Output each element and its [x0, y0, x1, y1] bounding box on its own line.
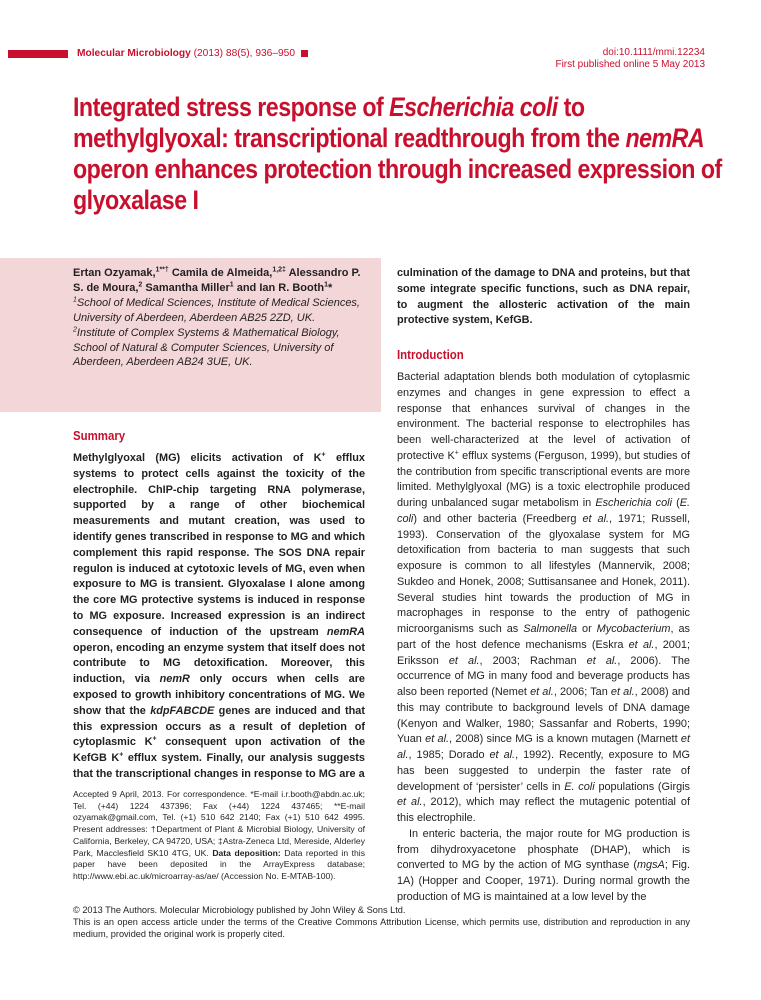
summary-heading: Summary — [73, 428, 126, 443]
license-text: This is an open access article under the terms of the Creative Commons Attribution License, which permits use, distribution and reproduction in any medium, provided the original work is properly cited. — [73, 916, 690, 939]
summary-continuation: culmination of the damage to DNA and proteins, but that some integrate specific functions, such as DNA repair, to augment the allosteric activation of the main protective system, KefGB. — [397, 267, 690, 327]
citation: (2013) 88(5), 936–950 — [193, 48, 296, 59]
summary-text: Methylglyoxal (MG) elicits activation of K+ efflux systems to protect cells against the toxicity of the electrophile. ChIP-chip targeting RNA polymerase, supported by a range of other biochemical measurements and mutant creation, was used to identify genes transcribed in response to MG and which complement this rapid response. The SOS DNA repair regulon is induced at cytotoxic levels of MG, even when exposure to MG is transient. Glyoxalase I alone among the core MG protective systems is induced in response to MG exposure. Increased expression is an indirect consequence of induction of the upstream nemRA operon, encoding an enzyme system that itself does not contribute to MG detoxification. Moreover, this induction, via nemR only occurs when cells are exposed to growth inhibitory concentrations of MG. We show that the kdpFABCDE genes are induced and that this expression occurs as a result of depletion of cytoplasmic K+ consequent upon activation of the KefGB K+ efflux system. Finally, our analysis suggests that the transcriptional changes in response to MG are a — [73, 451, 365, 780]
header-bar — [8, 50, 68, 58]
intro-paragraph-1: Bacterial adaptation blends both modulation of cytoplasmic enzymes and changes in gene expression to effect a response that enhances survival of changes in the environment. The bacterial response to electrophiles has been well-characterized at the level of activation of protective K+ efflux systems (Ferguson, 1999), but studies of the contribution from specific transcriptional events are more limited. Methylglyoxal (MG) is a toxic electrophile produced during unbalanced sugar metabolism in Escherichia coli (E. coli) and other bacteria (Freedberg et al., 1971; Russell, 1993). Conservation of the glyoxalase system for MG detoxification from bacteria to man suggests that such exposure is common to all lifestyles (Mannervik, 2008; Sukdeo and Honek, 2008; Suttisansanee and Honek, 2011). Several studies hint towards the production of MG in macrophages in response to the entry of pathogenic microorganisms such as Salmonella or Mycobacterium, as part of the host defence mechanisms (Eskra et al., 2001; Eriksson et al., 2003; Rachman et al., 2006). The occurrence of MG in many food and beverage products has also been reported (Nemet et al., 2006; Tan et al., 2008) and this may contribute to background levels of DNA damage (Kenyon and Walker, 1980; Sassanfar and Roberts, 1990; Yuan et al., 2008) since MG is a known mutagen (Marnett et al., 1985; Dorado et al., 1992). Recently, exposure to MG has been suggested to underpin the faster rate of development of ‘persister’ cells in E. coli populations (Girgis et al., 2012), which may reflect the mutagenic potential of this electrophile. — [397, 371, 691, 825]
doi-block — [555, 47, 705, 71]
affiliation-2: $^2$Institute of Complex Systems & Mathematical Biology, School of Natural & Computer Sciences, University of Aberdeen, Aberdeen AB24 3UE, UK. — [73, 326, 340, 368]
affiliation-1: $^1$School of Medical Sciences, Institute of Medical Sciences, University of Aberdeen, Aberdeen AB25 2ZD, UK. — [73, 296, 360, 324]
license-footer — [73, 905, 690, 940]
author-names: Ertan Ozyamak,$^{1**\dagger}$ Camila de Almeida,$^{1,2\ddagger}$ Alessandro P. S. de Moura,$^2$ Samantha Miller$^1$ and Ian R. Booth$^1$* — [73, 266, 361, 294]
article-title: Integrated stress response of Escherichia coli to methylglyoxal: transcriptional readthrough from the nemRA operon enhances protection through increased expression of glyoxalase I — [73, 92, 722, 215]
page-header — [0, 47, 761, 70]
right-column — [397, 266, 690, 906]
published-date: First published online 5 May 2013 — [555, 59, 705, 70]
journal-citation — [8, 48, 308, 59]
author-block — [73, 266, 373, 370]
journal-name: Molecular Microbiology (2013) 88(5), 936–950 — [77, 48, 296, 59]
introduction-heading: Introduction — [397, 347, 464, 363]
copyright-line: © 2013 The Authors. Molecular Microbiology published by John Wiley & Sons Ltd. — [73, 905, 406, 915]
intro-paragraph-2: In enteric bacteria, the major route for MG production is from dihydroxyacetone phosphate (DHAP), which is converted to MG by the action of MG synthase (mgsA; Fig. 1A) (Hopper and Cooper, 1971). During normal growth the production of MG is maintained at a low level by the — [397, 827, 690, 903]
header-square — [301, 50, 308, 57]
correspondence-note: Accepted 9 April, 2013. For correspondence. *E-mail i.r.booth@abdn.ac.uk; Tel. (+44) 1224 437396; Fax (+44) 1224 437465; **E-mail ozyamak@gmail.com, Tel. (+1) 510 642 2140; Fax (+1) 510 642 4995. Present addresses: †Department of Plant & Microbial Biology, University of California, Berkeley, CA 94720, USA; ‡Astra-Zeneca Ltd, Mereside, Alderley Park, Macclesfield SK10 4TG, UK. Data deposition: Data reported in this paper have been deposited in the ArrayExpress database; http://www.ebi.ac.uk/microarray-as/ae/ (Accession No. E-MTAB-100). — [73, 789, 365, 881]
doi[interactable]: doi:10.1111/mmi.12234 — [602, 47, 705, 58]
left-column — [73, 428, 365, 783]
